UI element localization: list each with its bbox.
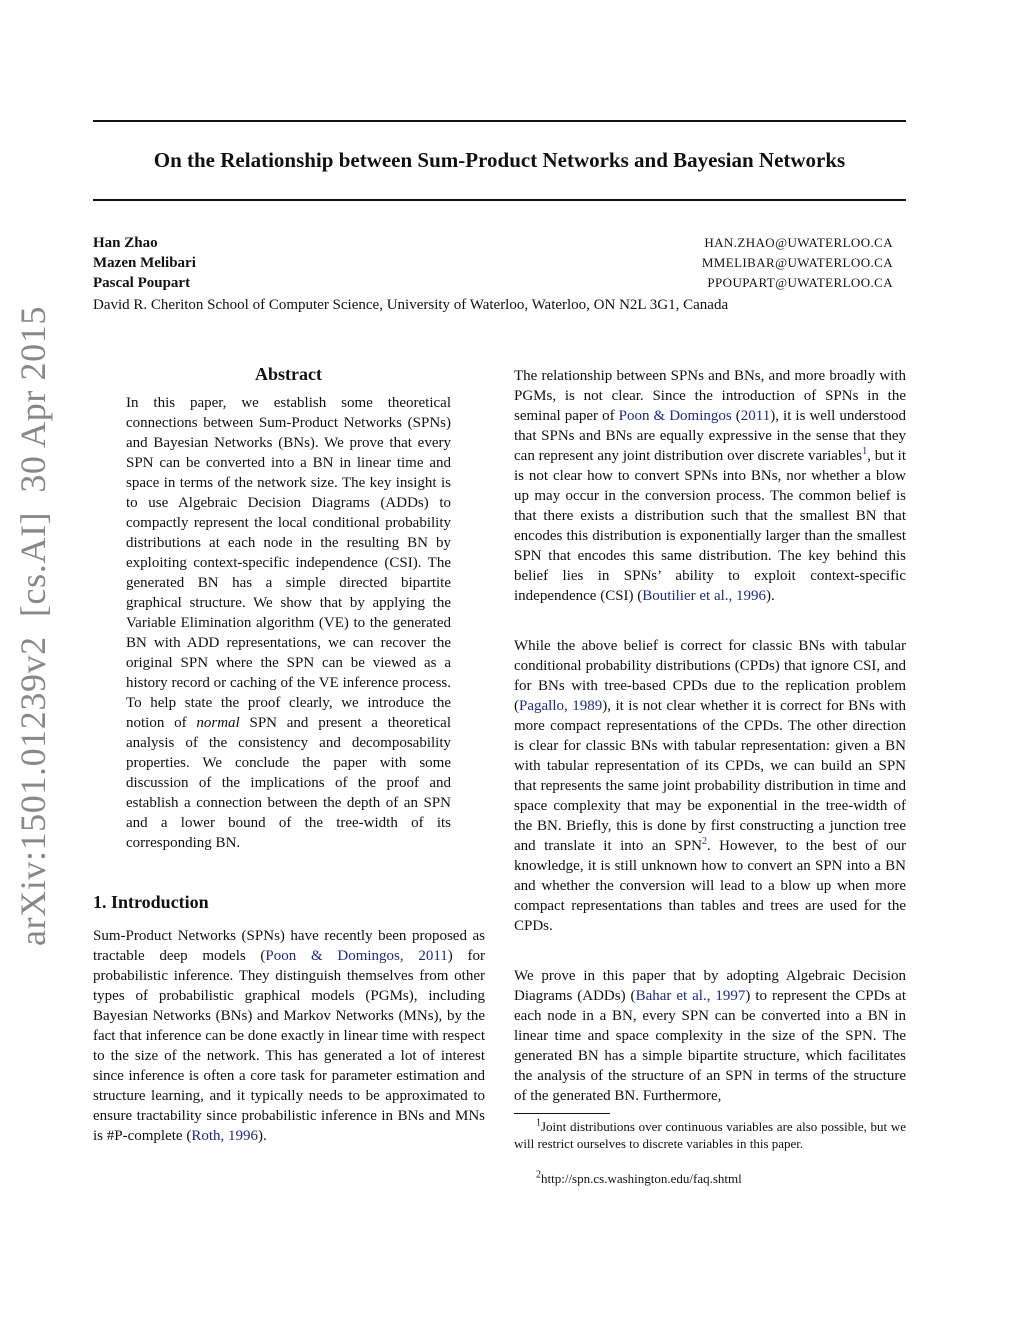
- title-rule-bottom: [93, 199, 906, 201]
- title-rule-top: [93, 120, 906, 122]
- author-row: [93, 255, 893, 275]
- abstract-text: In this paper, we establish some theoretical connections between Sum-Product Networks (SPNs) and Bayesian Networks (BNs). We prove that every SPN can be converted into a BN in linear time and space in terms of the network size. The key insight is to use Algebraic Decision Diagrams (ADDs) to compactly represent the local conditional probability distributions at each node in the resulting BN by exploiting context-specific independence (CSI). The generated BN has a simple directed bipartite graphical structure. We show that by applying the Variable Elimination algorithm (VE) to the generated BN with ADD representations, we can recover the original SPN where the SPN can be viewed as a history record or caching of the VE inference process. To help state the proof clearly, we introduce the notion of: [126, 395, 451, 731]
- author-name: Pascal Poupart: [93, 275, 191, 291]
- abstract-body: [126, 393, 451, 853]
- paper-title: On the Relationship between Sum-Product Networks and Bayesian Networks: [153, 148, 846, 172]
- intro-paragraph-1: [93, 926, 485, 1146]
- paragraph-text: Sum-Product Networks (SPNs) have recently been proposed as tractable deep models (: [93, 928, 485, 964]
- paragraph-text: , but it is not clear how to convert SPNs into BNs, nor whether a blow up may occur in the conversion process. The common belief is that there exists a distribution such that the smallest BN that encodes this distribution is exponentially larger than the smallest SPN that encodes this same distribution. The key behind this belief lies in SPNs’ ability to exploit context-specific independence (CSI) (: [514, 448, 906, 604]
- section-heading-introduction: 1. Introduction: [93, 892, 209, 912]
- citation-link[interactable]: 2011: [740, 408, 771, 424]
- arxiv-stamp: [10, 306, 56, 946]
- citation-link[interactable]: Poon & Domingos: [618, 408, 732, 424]
- abstract-text: SPN and present a theoretical analysis of the consistency and decomposability properties. We conclude the paper with some discussion of the implications of the proof and establish a connection between the depth of an SPN and a lower bound of the tree-width of its corresponding BN.: [126, 715, 451, 851]
- footnote-2: [514, 1170, 906, 1187]
- footnote-mark: 1: [536, 1117, 541, 1129]
- footnote-rule: [514, 1113, 610, 1114]
- paragraph-text: ) for probabilistic inference. They distinguish themselves from other types of probabilistic graphical models (PGMs), including Bayesian Networks (BNs) and Markov Networks (MNs), by the fact that inference can be done exactly in linear time with respect to the size of the network. This has generated a lot of interest since inference is often a core task for parameter estimation and structure learning, and it typically needs to be approximated to ensure tractability since probabilistic inference in BNs and MNs is #P-complete (: [93, 948, 485, 1144]
- author-row: [93, 275, 893, 295]
- author-email[interactable]: PPOUPART@UWATERLOO.CA: [707, 275, 893, 290]
- citation-link[interactable]: Pagallo, 1989: [519, 698, 603, 714]
- footnote-marker[interactable]: 1: [862, 446, 868, 457]
- citation-link[interactable]: Bahar et al., 1997: [635, 988, 746, 1004]
- author-email[interactable]: MMELIBAR@UWATERLOO.CA: [701, 255, 893, 270]
- citation-link[interactable]: Boutilier et al., 1996: [642, 588, 767, 604]
- abstract-heading: Abstract: [255, 364, 322, 384]
- affiliation: David R. Cheriton School of Computer Science, University of Waterloo, Waterloo, ON N2L 3G1, Canada: [93, 297, 729, 313]
- paragraph-text: We prove in this paper that by adopting Algebraic Decision Diagrams (ADDs) (: [514, 968, 906, 1004]
- paragraph-text: ), it is not clear whether it is correct for BNs with more compact representations of the CPDs. The other direction is clear for classic BNs with tabular representation: given a BN with tabular representation of its CPDs, we can build an SPN that represents the same joint probability distribution in time and space complexity that may be exponential in the tree-width of the BN. Briefly, this is done by first constructing a junction tree and translate it into an SPN: [514, 698, 906, 854]
- footnote-text: Joint distributions over continuous variables are also possible, but we will restrict ourselves to discrete variables in this paper.: [514, 1119, 906, 1151]
- citation-link[interactable]: Roth, 1996: [191, 1128, 259, 1144]
- author-email[interactable]: HAN.ZHAO@UWATERLOO.CA: [704, 235, 893, 250]
- paragraph-text: . However, to the best of our knowledge, it is still unknown how to convert an SPN into a BN and whether the conversion will lead to a blow up when more compact representations than tables and trees are used for the CPDs.: [514, 838, 906, 934]
- footnote-marker[interactable]: 2: [701, 836, 707, 847]
- paragraph-text: While the above belief is correct for classic BNs with tabular conditional probability distributions (CPDs) that ignore CSI, and for BNs with tree-based CPDs due to the replication problem (: [514, 638, 906, 714]
- author-row: [93, 235, 893, 255]
- abstract-emphasis: normal: [196, 715, 240, 731]
- footnote-mark: 2: [536, 1169, 541, 1181]
- intro-paragraph-2: [514, 366, 906, 606]
- footnote-1: [514, 1118, 906, 1152]
- intro-paragraph-3: [514, 636, 906, 936]
- author-name: Mazen Melibari: [93, 255, 196, 271]
- footnote-link[interactable]: http://spn.cs.washington.edu/faq.shtml: [541, 1171, 742, 1186]
- citation-link[interactable]: Poon & Domingos, 2011: [265, 948, 448, 964]
- paragraph-text: (: [731, 408, 741, 424]
- paragraph-text: ).: [258, 1128, 267, 1144]
- arxiv-stamp-text: arXiv:1501.01239v2 [cs.AI] 30 Apr 2015: [13, 306, 53, 946]
- paragraph-text: ) to represent the CPDs at each node in a BN, every SPN can be converted into a BN in linear time and space complexity in the size of the SPN. The generated BN has a simple bipartite structure, which facilitates the analysis of the structure of an SPN in terms of the structure of the generated BN. Furthermore,: [514, 988, 906, 1104]
- paragraph-text: ).: [766, 588, 775, 604]
- paragraph-text: ), it is well understood that SPNs and BNs are equally expressive in the sense that they can represent any joint distribution over discrete variables: [514, 408, 906, 464]
- intro-paragraph-4: [514, 966, 906, 1106]
- author-name: Han Zhao: [93, 235, 158, 251]
- paragraph-text: The relationship between SPNs and BNs, and more broadly with PGMs, is not clear. Since the introduction of SPNs in the seminal paper of: [514, 368, 906, 424]
